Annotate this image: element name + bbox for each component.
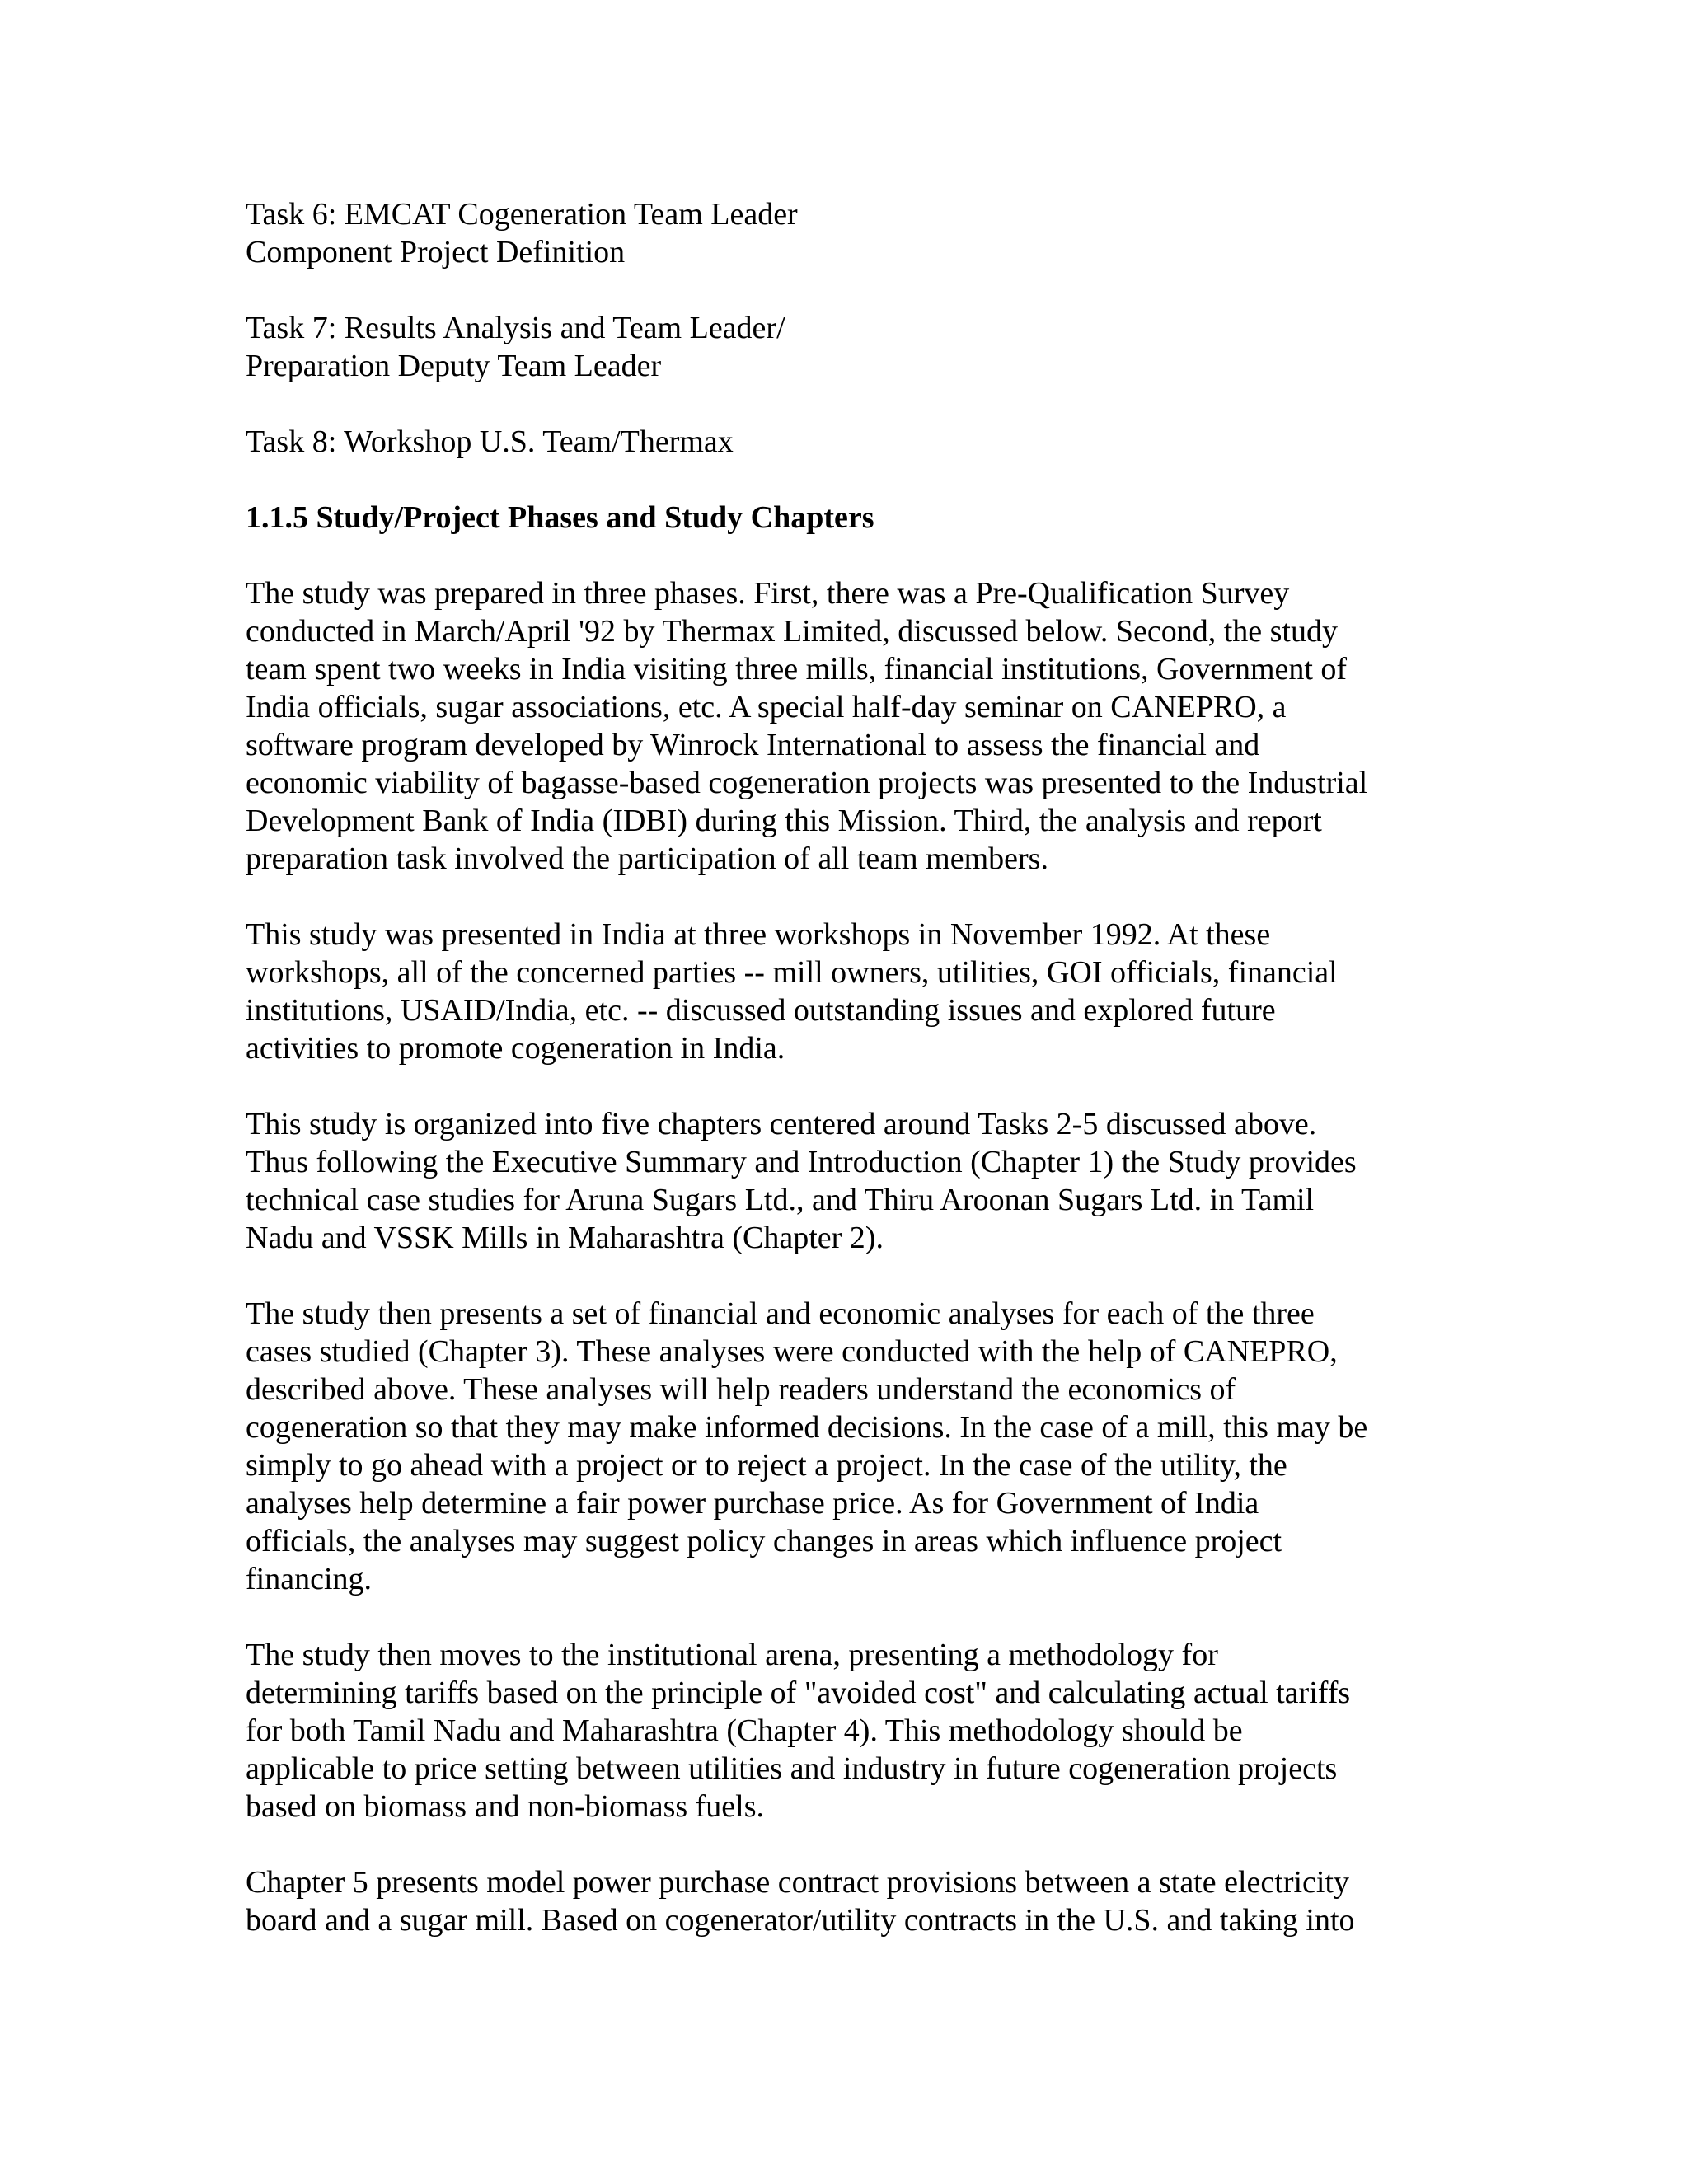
paragraph-line: board and a sugar mill. Based on cogenerator/utility contracts in the U.S. and taking into <box>246 1903 1355 1938</box>
paragraph-line: The study was prepared in three phases. First, there was a Pre-Qualification Survey <box>246 576 1290 611</box>
paragraph-chapter-organization <box>246 1105 1465 1257</box>
paragraph-line: for both Tamil Nadu and Maharashtra (Chapter 4). This methodology should be <box>246 1713 1243 1748</box>
paragraph-chapter-5 <box>246 1863 1465 1939</box>
task-line: Task 7: Results Analysis and Team Leader/ <box>246 311 785 345</box>
paragraph-line: team spent two weeks in India visiting three mills, financial institutions, Government of <box>246 652 1348 687</box>
paragraph-line: preparation task involved the participation of all team members. <box>246 841 1048 876</box>
paragraph-line: workshops, all of the concerned parties -- mill owners, utilities, GOI officials, financial <box>246 955 1338 990</box>
task-line: Preparation Deputy Team Leader <box>246 349 662 383</box>
paragraph-line: based on biomass and non-biomass fuels. <box>246 1789 765 1824</box>
paragraph-line: Chapter 5 presents model power purchase contract provisions between a state electricity <box>246 1865 1350 1900</box>
paragraph-line: institutions, USAID/India, etc. -- discussed outstanding issues and explored future <box>246 993 1276 1028</box>
section-heading: 1.1.5 Study/Project Phases and Study Chapters <box>246 500 874 535</box>
paragraph-line: activities to promote cogeneration in India. <box>246 1031 785 1066</box>
task-line: Task 6: EMCAT Cogeneration Team Leader <box>246 197 798 232</box>
paragraph-line: Nadu and VSSK Mills in Maharashtra (Chapter 2). <box>246 1221 884 1255</box>
paragraph-line: officials, the analyses may suggest policy changes in areas which influence project <box>246 1524 1282 1558</box>
paragraph-line: Thus following the Executive Summary and Introduction (Chapter 1) the Study provides <box>246 1145 1357 1179</box>
task-line: Component Project Definition <box>246 235 626 269</box>
paragraph-line: cases studied (Chapter 3). These analyses were conducted with the help of CANEPRO, <box>246 1334 1338 1369</box>
paragraph-line: economic viability of bagasse-based cogeneration projects was presented to the Industrial <box>246 766 1368 800</box>
paragraph-line: India officials, sugar associations, etc. A special half-day seminar on CANEPRO, a <box>246 690 1287 724</box>
paragraph-line: analyses help determine a fair power purchase price. As for Government of India <box>246 1486 1259 1521</box>
paragraph-line: simply to go ahead with a project or to reject a project. In the case of the utility, the <box>246 1448 1287 1483</box>
paragraph-line: This study is organized into five chapters centered around Tasks 2-5 discussed above. <box>246 1107 1317 1141</box>
paragraph-study-phases <box>246 574 1465 878</box>
paragraph-line: The study then moves to the institutional arena, presenting a methodology for <box>246 1638 1218 1672</box>
paragraph-line: Development Bank of India (IDBI) during this Mission. Third, the analysis and report <box>246 804 1322 838</box>
paragraph-line: software program developed by Winrock International to assess the financial and <box>246 728 1260 762</box>
paragraph-line: cogeneration so that they may make informed decisions. In the case of a mill, this may be <box>246 1410 1368 1445</box>
paragraph-line: technical case studies for Aruna Sugars Ltd., and Thiru Aroonan Sugars Ltd. in Tamil <box>246 1183 1315 1217</box>
task-line: Task 8: Workshop U.S. Team/Thermax <box>246 424 734 459</box>
paragraph-line: The study then presents a set of financial and economic analyses for each of the three <box>246 1296 1315 1331</box>
paragraph-line: determining tariffs based on the principle of "avoided cost" and calculating actual tariffs <box>246 1675 1351 1710</box>
paragraph-line: applicable to price setting between utilities and industry in future cogeneration projects <box>246 1751 1338 1786</box>
page-content <box>246 195 1465 1977</box>
paragraph-line: This study was presented in India at three workshops in November 1992. At these <box>246 917 1271 952</box>
paragraph-institutional-arena <box>246 1636 1465 1825</box>
task-entry-6 <box>246 195 1465 271</box>
paragraph-line: conducted in March/April '92 by Thermax Limited, discussed below. Second, the study <box>246 614 1338 649</box>
paragraph-line: described above. These analyses will help readers understand the economics of <box>246 1372 1236 1407</box>
task-entry-7 <box>246 309 1465 385</box>
paragraph-line: financing. <box>246 1562 373 1596</box>
paragraph-workshops <box>246 916 1465 1067</box>
task-entry-8 <box>246 423 1465 461</box>
paragraph-financial-analyses <box>246 1295 1465 1598</box>
